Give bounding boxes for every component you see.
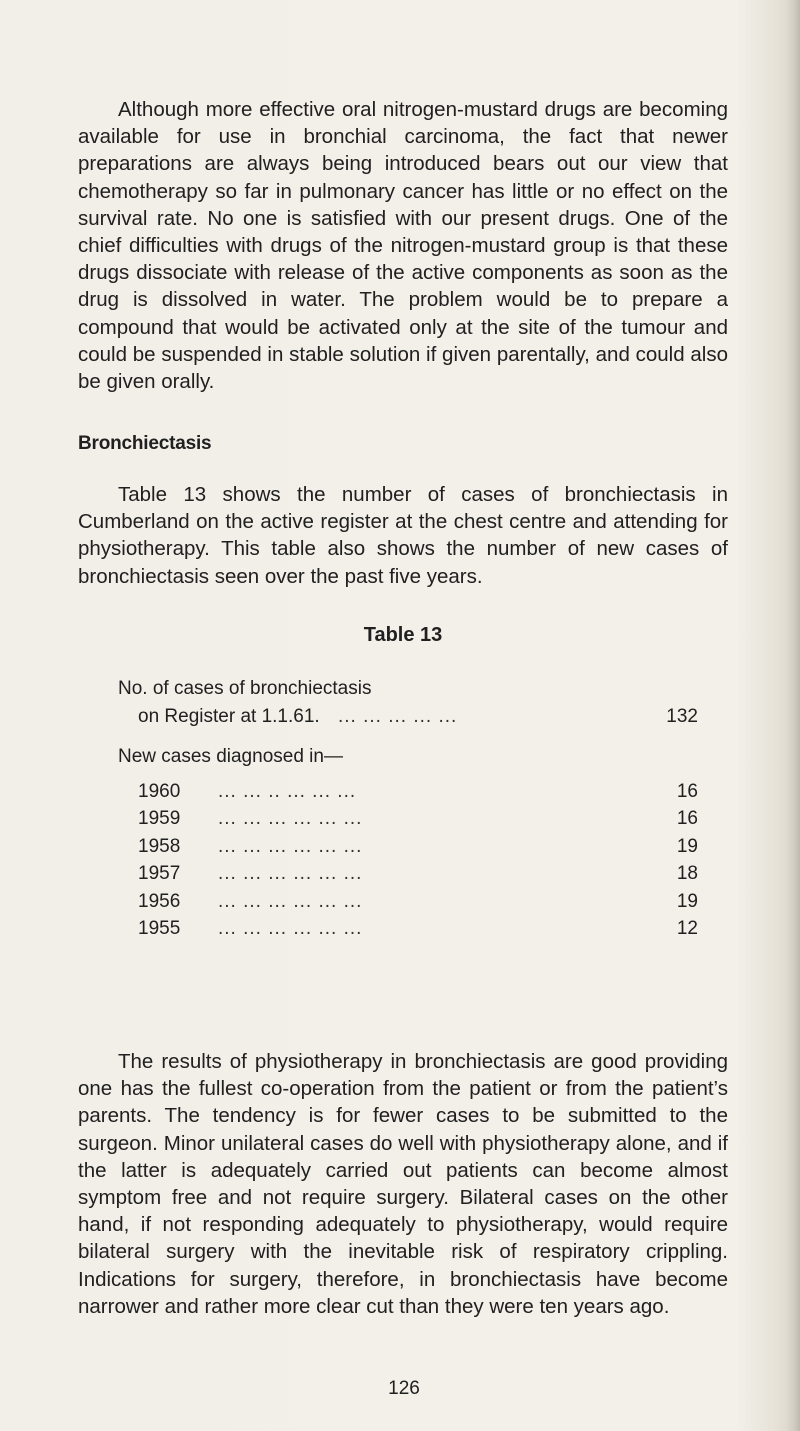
row-value: 18: [676, 863, 698, 884]
row-year: 1955: [138, 918, 181, 939]
table-row: [138, 807, 698, 831]
row-leader: ... ... ... ... ... ...: [218, 863, 363, 884]
table-row: [138, 835, 698, 859]
row-value: 16: [676, 808, 698, 829]
row-year: 1956: [138, 891, 181, 912]
row-value: 19: [676, 891, 698, 912]
table-row: [138, 917, 698, 941]
register-leader: ... ... ... ... ...: [338, 706, 458, 727]
table-row: [138, 862, 698, 886]
table-row: [138, 780, 698, 804]
row-value: 19: [676, 836, 698, 857]
row-value: 12: [676, 918, 698, 939]
row-leader: ... ... ... ... ... ...: [218, 808, 363, 829]
register-label-line2: on Register at 1.1.61.: [138, 706, 320, 727]
row-leader: ... ... .. ... ... ...: [218, 781, 357, 802]
row-year: 1957: [138, 863, 181, 884]
row-leader: ... ... ... ... ... ...: [218, 918, 363, 939]
table-title: Table 13: [363, 624, 443, 646]
section-heading-bronchiectasis: Bronchiectasis: [78, 433, 212, 454]
row-value: 16: [676, 781, 698, 802]
row-leader: ... ... ... ... ... ...: [218, 891, 363, 912]
table-row: [138, 890, 698, 914]
page-edge-shadow: [786, 0, 800, 1431]
row-leader: ... ... ... ... ... ...: [218, 836, 363, 857]
register-row: [138, 705, 698, 729]
paragraph-nitrogen-mustard: Although more effective oral nitrogen-mustard drugs are becoming available for use in bronchial carcinoma, the fact that newer preparations are always being introduced bears out our view that chemotherapy so far in pulmonary cancer has little or no effect on the survival rate. No one is satisfied with our present drugs. One of the chief difficulties with drugs of the nitrogen-mustard group is that these drugs dissociate with release of the active components as soon as the drug is dissolved in water. The problem would be to prepare a compound that would be activated only at the site of the tumour and could be suspended in stable solution if given parentally, and could also be given orally.: [78, 98, 728, 394]
register-value: 132: [666, 706, 698, 727]
row-year: 1959: [138, 808, 181, 829]
row-year: 1960: [138, 781, 181, 802]
paragraph-table-intro: Table 13 shows the number of cases of bronchiectasis in Cumberland on the active register at the chest centre and attending for physiotherapy. This table also shows the number of new cases of bronchiectasis seen over the past five years.: [78, 483, 728, 588]
row-year: 1958: [138, 836, 181, 857]
register-label-line1: No. of cases of bronchiectasis: [118, 678, 372, 699]
new-cases-label: New cases diagnosed in—: [118, 746, 343, 767]
page-number: 126: [388, 1378, 420, 1399]
paragraph-physiotherapy-results: The results of physiotherapy in bronchiectasis are good providing one has the fullest co-operation from the patient or from the patient’s parents. The tendency is for fewer cases to be submitted to the surgeon. Minor unilateral cases do well with physiotherapy alone, and if the latter is adequately carried out patients can become almost symptom free and not require surgery. Bilateral cases on the other hand, if not responding adequately to physiotherapy, would require bilateral surgery with the inevitable risk of respiratory crippling. Indications for surgery, therefore, in bronchiectasis have become narrower and rather more clear cut than they were ten years ago.: [78, 1050, 728, 1318]
